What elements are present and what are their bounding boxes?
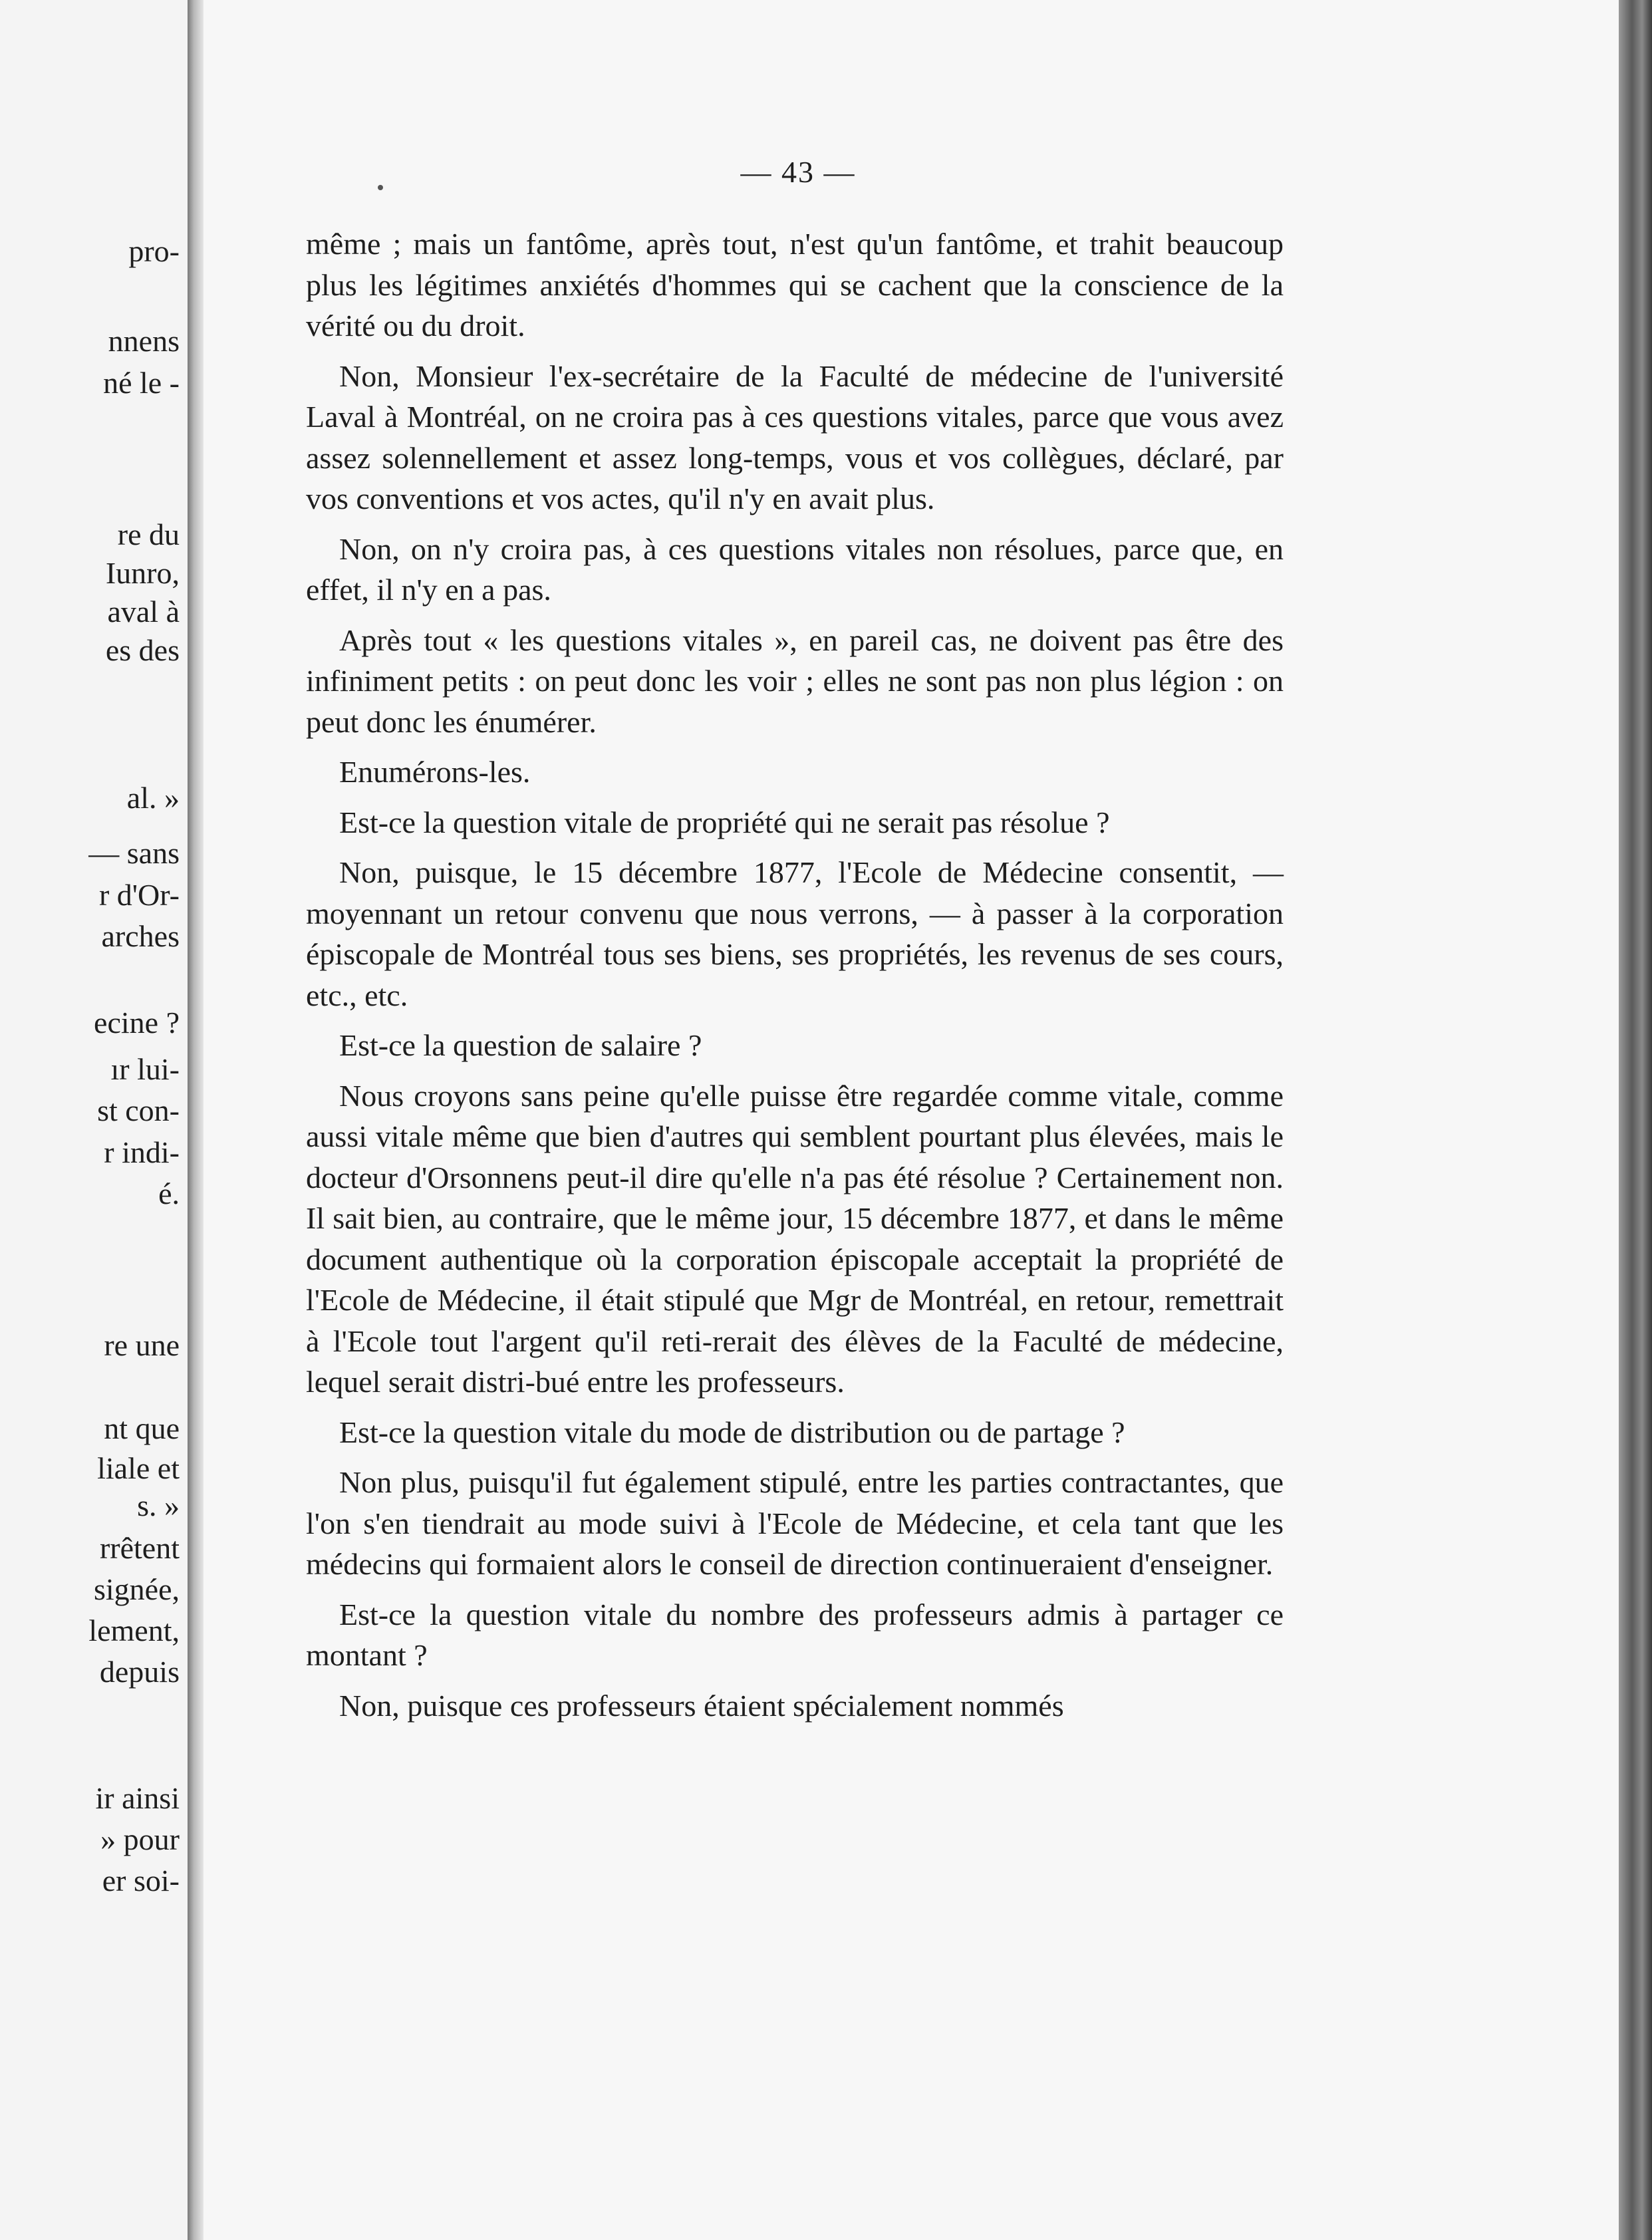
left-fragment-line: ır lui- (110, 1052, 180, 1086)
paragraph: Non, puisque, le 15 décembre 1877, l'Ecole de Médecine consentit, — moyennant un retour convenu que nous verrons, — à passer à la corporation épiscopale de Montréal tous ses biens, ses propriétés, les revenus de ses cours, etc., etc. (306, 855, 1284, 1012)
paragraph: Est-ce la question vitale du nombre des professeurs admis à partager ce montant ? (306, 1597, 1284, 1672)
left-fragment-line: signée, (93, 1572, 180, 1606)
left-fragment-line: es des (105, 633, 180, 667)
paragraph: Non, on n'y croira pas, à ces questions vitales non résolues, parce que, en effet, il n'y en a pas. (306, 531, 1284, 607)
paragraph: Est-ce la question vitale de propriété qui ne serait pas résolue ? (339, 805, 1110, 839)
left-fragment-line: ir ainsi (95, 1781, 180, 1815)
ink-speck (378, 185, 383, 190)
left-fragment-line: s. » (137, 1488, 180, 1522)
book-gutter (188, 0, 204, 2240)
paragraph: Non, puisque ces professeurs étaient spécialement nommés (339, 1688, 1064, 1723)
page-body (306, 223, 1284, 1735)
paragraph: Est-ce la question de salaire ? (339, 1028, 702, 1062)
left-fragment-line: re du (117, 517, 180, 551)
left-fragment-line: er soi- (102, 1864, 180, 1897)
paragraph: même ; mais un fantôme, après tout, n'est qu'un fantôme, et trahit beaucoup plus les légitimes anxiétés d'hommes qui se cachent que la conscience de la vérité ou du droit. (306, 227, 1284, 343)
left-fragment-line: st con- (97, 1093, 180, 1127)
left-fragment-line: rrêtent (99, 1531, 180, 1565)
left-fragment-line: r indi- (104, 1135, 180, 1169)
left-fragment-line: arches (101, 919, 180, 953)
left-fragment-line: liale et (97, 1451, 180, 1485)
left-fragment-line: Iunro, (105, 556, 180, 590)
left-fragment-line: lement, (88, 1613, 180, 1647)
left-fragment-line: depuis (99, 1655, 180, 1689)
left-fragment-line: nnens (108, 324, 180, 358)
paragraph: Enumérons-les. (339, 755, 531, 789)
left-fragment-line: pro- (128, 234, 180, 268)
page-edge (1619, 0, 1652, 2240)
left-page-fragment (0, 0, 188, 2240)
paragraph: Nous croyons sans peine qu'elle puisse être regardée comme vitale, comme aussi vitale même que bien d'autres qui semblent pourtant plus élevées, mais le docteur d'Orsonnens peut-il dire qu'elle n'a pas été résolue ? Certainement non. Il sait bien, au contraire, que le même jour, 15 décembre 1877, et dans le même document authentique où la corporation épiscopale acceptait la propriété de l'Ecole de Médecine, il était stipulé que Mgr de Montréal, en retour, remettrait à l'Ecole tout l'argent qu'il reti-rerait des élèves de la Faculté de médecine, lequel serait distri-bué entre les professeurs. (306, 1078, 1284, 1399)
left-fragment-line: — sans (88, 836, 180, 870)
left-fragment-line: ecine ? (94, 1006, 180, 1040)
left-fragment-line: é. (158, 1177, 180, 1210)
page-number: — 43 — (740, 155, 856, 189)
paragraph: Non plus, puisqu'il fut également stipulé, entre les parties contractantes, que l'on s'en tiendrait au mode suivi à l'Ecole de Médecine, et cela tant que les médecins qui formaient alors le conseil de direction continueraient d'enseigner. (306, 1465, 1284, 1581)
left-fragment-line: re une (104, 1328, 180, 1362)
paragraph: Après tout « les questions vitales », en pareil cas, ne doivent pas être des infiniment petits : on peut donc les voir ; elles ne sont pas non plus légion : on peut donc les énumérer. (306, 623, 1284, 739)
paragraph: Non, Monsieur l'ex-secrétaire de la Faculté de médecine de l'université Laval à Montréal, on ne croira pas à ces questions vitales, parce que vous avez assez solennellement et assez long-temps, vous et vos collègues, déclaré, par vos conventions et vos actes, qu'il n'y en avait plus. (306, 358, 1284, 515)
left-fragment-line: aval à (107, 595, 180, 629)
left-fragment-line: al. » (126, 781, 180, 815)
left-fragment-line: » pour (100, 1822, 180, 1856)
left-fragment-line: né le - (103, 366, 180, 400)
left-fragment-line: r d'Or- (98, 878, 180, 912)
left-fragment-line: nt que (104, 1411, 180, 1445)
paragraph: Est-ce la question vitale du mode de distribution ou de partage ? (339, 1415, 1125, 1449)
